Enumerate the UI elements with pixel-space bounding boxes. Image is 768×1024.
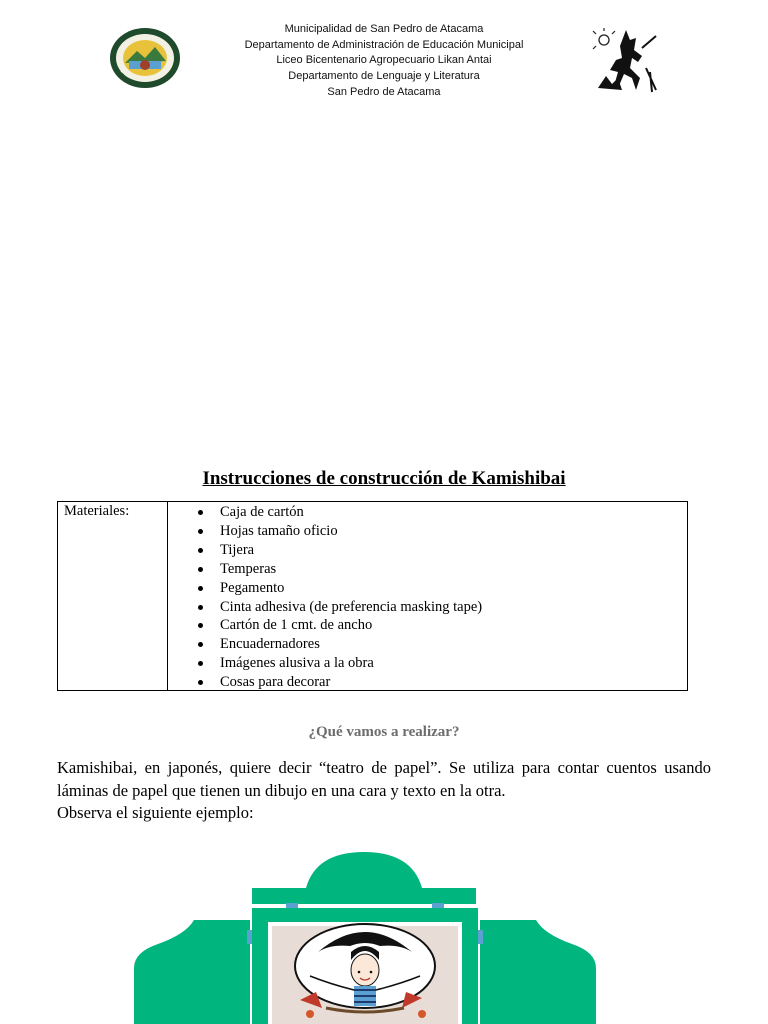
list-item: Cinta adhesiva (de preferencia masking tape) bbox=[184, 598, 482, 617]
header-line-department: Departamento de Administración de Educación Municipal bbox=[244, 38, 524, 51]
example-paragraph: Observa el siguiente ejemplo: bbox=[57, 803, 254, 822]
don-quixote-logo bbox=[590, 28, 662, 94]
list-item: Cartón de 1 cmt. de ancho bbox=[184, 616, 482, 635]
kamishibai-illustration bbox=[130, 848, 600, 1024]
header-line-city: San Pedro de Atacama bbox=[327, 85, 441, 98]
header-line-school: Liceo Bicentenario Agropecuario Likan Antai bbox=[276, 54, 492, 67]
table-divider bbox=[167, 502, 168, 690]
section-subtitle: ¿Qué vamos a realizar? bbox=[308, 724, 460, 740]
header-line-language-dept: Departamento de Lenguaje y Literatura bbox=[288, 70, 480, 83]
materials-table bbox=[57, 501, 688, 691]
list-item: Temperas bbox=[184, 560, 482, 579]
header-line-municipality: Municipalidad de San Pedro de Atacama bbox=[284, 23, 484, 35]
materials-list bbox=[184, 503, 482, 692]
materials-label: Materiales: bbox=[64, 503, 130, 519]
list-item: Hojas tamaño oficio bbox=[184, 522, 482, 541]
intro-paragraph: Kamishibai, en japonés, quiere decir “teatro de papel”. Se utiliza para contar cuentos usando láminas de papel que tienen un dibujo en una cara y texto en la otra. bbox=[57, 758, 711, 800]
list-item: Encuadernadores bbox=[184, 635, 482, 654]
list-item: Imágenes alusiva a la obra bbox=[184, 654, 482, 673]
list-item: Pegamento bbox=[184, 579, 482, 598]
list-item: Cosas para decorar bbox=[184, 673, 482, 692]
list-item: Caja de cartón bbox=[184, 503, 482, 522]
list-item: Tijera bbox=[184, 541, 482, 560]
document-title: Instrucciones de construcción de Kamishibai bbox=[202, 468, 566, 489]
